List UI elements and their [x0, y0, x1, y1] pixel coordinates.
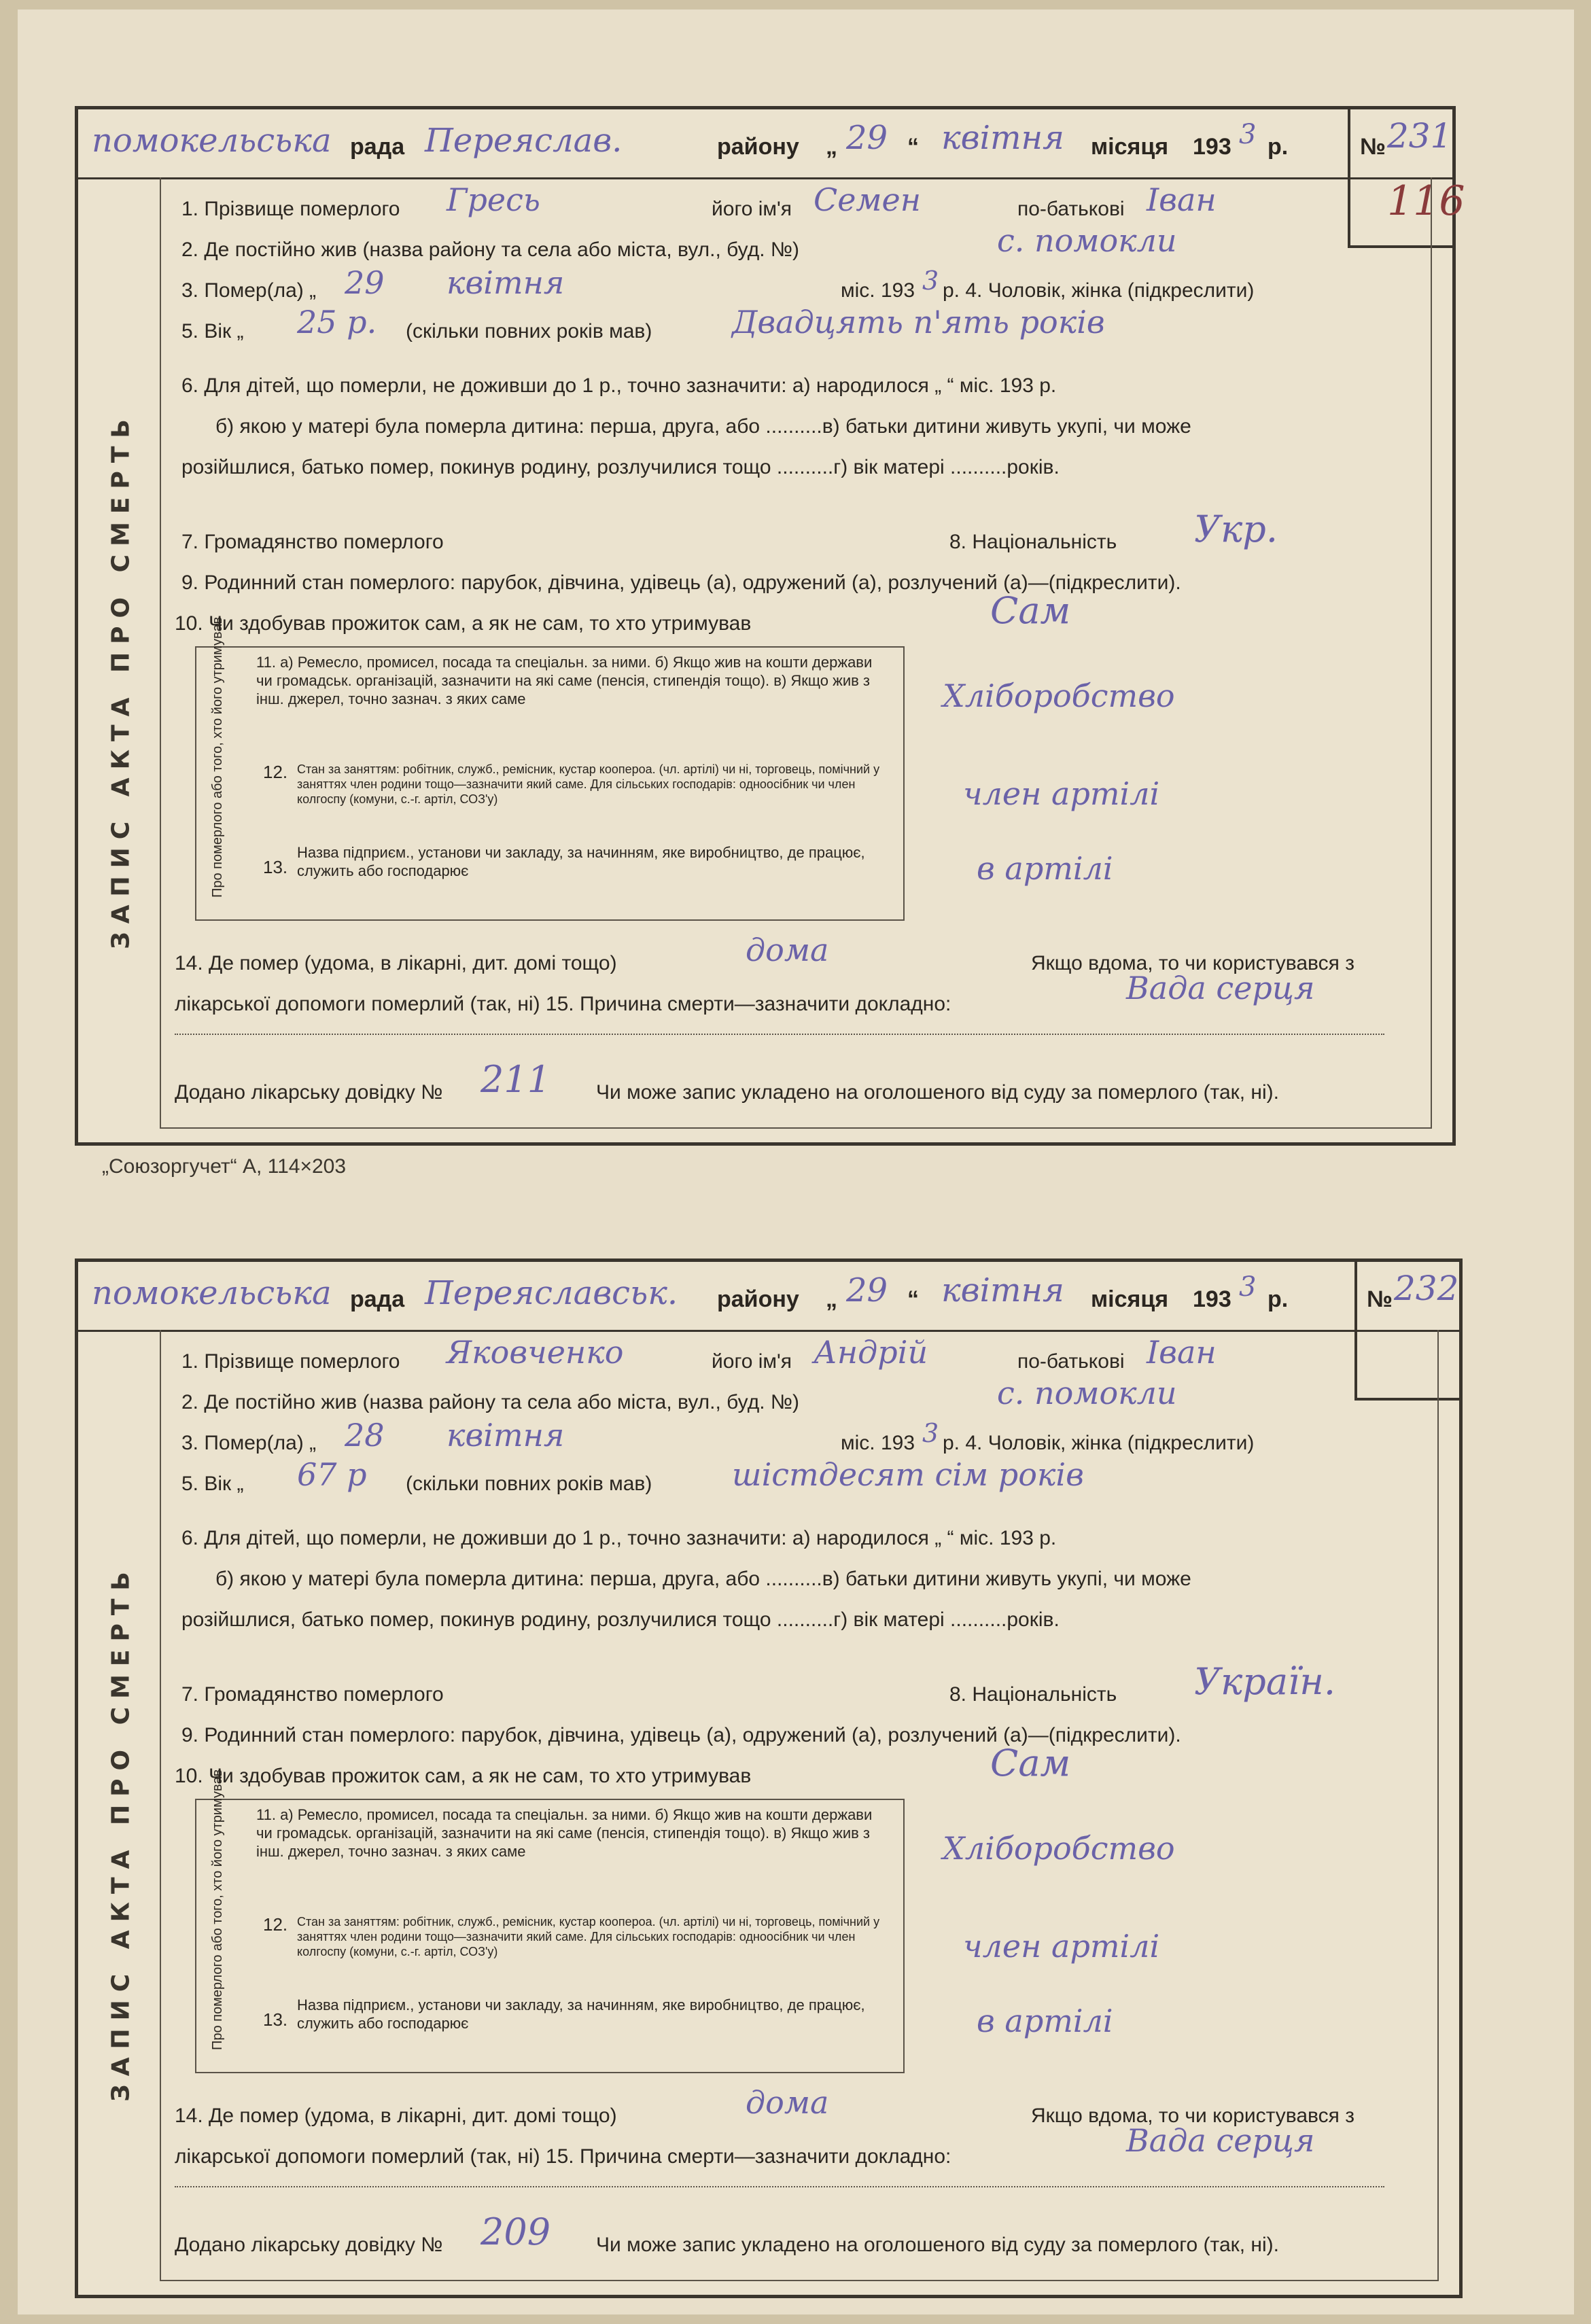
medical-help-label: Якщо вдома, то чи користувався з	[1031, 952, 1354, 974]
income-handwritten: Сам	[990, 1742, 1071, 1784]
blank-line	[175, 2186, 1384, 2187]
residence-label: 2. Де постійно жив (назва району та села або міста, вул., буд. №)	[181, 239, 800, 261]
marital-status-label: 9. Родинний стан померлого: парубок, дівчина, удівець (а), одружений (а), розлучений (а)—(підкреслити).	[181, 1724, 1181, 1746]
first-name-handwritten: Семен	[814, 181, 922, 218]
place-of-death-label: 14. Де помер (удома, в лікарні, дит. домі тощо)	[175, 952, 617, 974]
age-words-handwritten: Двадцять п'ять років	[732, 304, 1105, 340]
age-label: 5. Вік „	[181, 1473, 244, 1495]
death-record-form-1	[75, 106, 1465, 1146]
sex-label: р. 4. Чоловік, жінка (підкреслити)	[943, 279, 1255, 302]
age-words-handwritten: шістдесят сім років	[732, 1456, 1084, 1493]
first-name-handwritten: Андрій	[814, 1334, 928, 1371]
cause-of-death-label: лікарської допомоги померлий (так, ні) 15. Причина смерти—зазначити докладно:	[175, 993, 951, 1015]
death-date-label: 3. Помер(ла) „	[181, 1432, 317, 1454]
form-header: помокельська рада Переяславськ. району „ 29 “ квітня місяця 193 3 р.	[78, 1262, 1459, 1332]
workplace-text: Назва підприєм., установи чи закладу, за начинням, яке виробництво, де працює, служить або господарює	[297, 844, 865, 879]
printer-note: „Союзоргучет“ А, 114×203	[102, 1155, 347, 1178]
age-label: 5. Вік „	[181, 320, 244, 342]
month-handwritten: квітня	[941, 1271, 1064, 1309]
income-handwritten: Сам	[990, 589, 1071, 632]
blank-line	[175, 1034, 1384, 1035]
death-month-label: міс. 193	[841, 279, 915, 302]
number-label: №	[1367, 1286, 1393, 1312]
record-number-handwritten: 231	[1387, 116, 1452, 156]
district-label: району	[717, 1286, 799, 1312]
patronymic-label: по-батькові	[1017, 198, 1125, 220]
surname-label: 1. Прізвище померлого	[181, 1350, 400, 1373]
certificate-number-handwritten: 211	[480, 1058, 551, 1101]
children-line-1: 6. Для дітей, що померли, не доживши до 1 р., точно зазначити: а) народилося „ “ міс. 193 р.	[181, 374, 1057, 397]
month-label: місяця	[1091, 134, 1169, 160]
status-text: Стан за заняттям: робітник, служб., ремісник, кустар коопероа. (чл. артілі) чи ні, торговець, помічний у заняттях член родини тощо—зазначити який саме. Для сільських господарів: одноосібник чи член колгоспу (комуни, с.-г. артіл, СОЗ'у)	[297, 762, 880, 806]
income-label: 10. Чи здобував прожиток сам, а як не сам, то хто утримував	[175, 612, 752, 635]
marital-status-label: 9. Родинний стан померлого: парубок, дівчина, удівець (а), одружений (а), розлучений (а)—(підкреслити).	[181, 571, 1181, 594]
place-of-death-handwritten: дома	[746, 932, 829, 968]
surname-label: 1. Прізвище померлого	[181, 198, 400, 220]
children-line-2: б) якою у матері була померла дитина: перша, друга, або ..........в) батьки дитини живуть укупі, чи може	[215, 415, 1191, 438]
month-handwritten: квітня	[941, 119, 1064, 157]
children-line-3: розійшлися, батько помер, покинув родину, розлучилися тощо ..........г) вік матері ..........років.	[181, 1608, 1060, 1631]
court-note: Чи може запис укладено на оголошеного від суду за померлого (так, ні).	[596, 2234, 1279, 2256]
year-handwritten: 3	[1239, 1271, 1257, 1303]
age-handwritten: 25 р.	[297, 304, 377, 340]
form-body	[160, 177, 1432, 1129]
status-handwritten: член артілі	[963, 1928, 1160, 1965]
year-handwritten: 3	[1239, 119, 1257, 150]
death-month-label: міс. 193	[841, 1432, 915, 1454]
trade-handwritten: Хліборобство	[943, 677, 1175, 714]
status-number: 12.	[263, 1914, 288, 1935]
trade-text: 11. а) Ремесло, промисел, посада та спеціальн. за ними. б) Якщо жив на кошти держави чи громадськ. організацій, зазначити на які саме (пенсія, стипендія тощо). в) Якщо жив з інш. джерел, точно зазнач. з яких саме	[256, 654, 873, 707]
age-note: (скільки повних років мав)	[406, 1473, 652, 1495]
residence-handwritten: с. помокли	[997, 222, 1177, 259]
status-text: Стан за заняттям: робітник, служб., ремісник, кустар коопероа. (чл. артілі) чи ні, торговець, помічний у заняттях член родини тощо—зазначити який саме. Для сільських господарів: одноосібник чи член колгоспу (комуни, с.-г. артіл, СОЗ'у)	[297, 1915, 880, 1958]
occupation-side-label: Про померлого або того, хто його утримував	[210, 1769, 225, 2050]
children-line-2: б) якою у матері була померла дитина: перша, друга, або ..........в) батьки дитини живуть укупі, чи може	[215, 1568, 1191, 1590]
citizenship-label: 7. Громадянство померлого	[181, 1683, 444, 1706]
year-prefix: 193	[1193, 134, 1231, 160]
cause-of-death-label: лікарської допомоги померлий (так, ні) 15. Причина смерти—зазначити докладно:	[175, 2145, 951, 2168]
death-day-handwritten: 28	[345, 1417, 385, 1454]
cause-of-death-handwritten: Вада серця	[1126, 2122, 1315, 2159]
place-of-death-label: 14. Де помер (удома, в лікарні, дит. домі тощо)	[175, 2105, 617, 2127]
form-header: помокельська рада Переяслав. району „ 29 “ квітня місяця 193 3 р.	[78, 109, 1452, 179]
council-label: рада	[350, 1286, 405, 1312]
record-number-handwritten: 232	[1394, 1269, 1459, 1308]
nationality-handwritten: Укр.	[1194, 508, 1278, 550]
district-handwritten: Переяславськ.	[425, 1274, 678, 1312]
first-name-label: його ім'я	[712, 198, 792, 220]
death-date-label: 3. Помер(ла) „	[181, 279, 317, 302]
age-note: (скільки повних років мав)	[406, 320, 652, 342]
district-handwritten: Переяслав.	[425, 122, 623, 160]
side-title: ЗАПИС АКТА ПРО СМЕРТЬ	[107, 1564, 135, 2102]
certificate-label: Додано лікарську довідку №	[175, 1081, 443, 1104]
workplace-number: 13.	[263, 2009, 288, 2030]
nationality-label: 8. Національність	[949, 1683, 1117, 1706]
age-handwritten: 67 р	[297, 1456, 367, 1493]
form-body	[160, 1330, 1439, 2281]
income-label: 10. Чи здобував прожиток сам, а як не сам, то хто утримував	[175, 1765, 752, 1787]
occupation-side-label: Про померлого або того, хто його утримував	[210, 616, 225, 898]
surname-handwritten: Яковченко	[447, 1334, 624, 1371]
death-month-handwritten: квітня	[447, 264, 565, 301]
certificate-number-handwritten: 209	[480, 2211, 551, 2253]
trade-text: 11. а) Ремесло, промисел, посада та спеціальн. за ними. б) Якщо жив на кошти держави чи громадськ. організацій, зазначити на які саме (пенсія, стипендія тощо). в) Якщо жив з інш. джерел, точно зазнач. з яких саме	[256, 1806, 873, 1860]
residence-label: 2. Де постійно жив (назва району та села або міста, вул., буд. №)	[181, 1391, 800, 1413]
council-handwritten: помокельська	[92, 1274, 332, 1312]
status-handwritten: член артілі	[963, 775, 1160, 812]
death-record-form-2	[75, 1258, 1463, 2298]
medical-help-label: Якщо вдома, то чи користувався з	[1031, 2105, 1354, 2127]
death-year-handwritten: 3	[922, 266, 939, 296]
year-suffix: р.	[1267, 1286, 1289, 1312]
death-day-handwritten: 29	[345, 264, 385, 301]
workplace-handwritten: в артілі	[977, 850, 1113, 887]
district-label: району	[717, 134, 799, 160]
certificate-label: Додано лікарську довідку №	[175, 2234, 443, 2256]
record-number-red-handwritten: 116	[1387, 177, 1465, 225]
cause-of-death-handwritten: Вада серця	[1126, 970, 1315, 1006]
patronymic-handwritten: Іван	[1147, 1334, 1217, 1371]
death-year-handwritten: 3	[922, 1418, 939, 1448]
children-line-3: розійшлися, батько помер, покинув родину, розлучилися тощо ..........г) вік матері ..........років.	[181, 456, 1060, 478]
patronymic-label: по-батькові	[1017, 1350, 1125, 1373]
sex-label: р. 4. Чоловік, жінка (підкреслити)	[943, 1432, 1255, 1454]
first-name-label: його ім'я	[712, 1350, 792, 1373]
death-month-handwritten: квітня	[447, 1417, 565, 1454]
council-handwritten: помокельська	[92, 122, 332, 160]
year-prefix: 193	[1193, 1286, 1231, 1312]
surname-handwritten: Гресь	[447, 181, 540, 218]
court-note: Чи може запис укладено на оголошеного від суду за померлого (так, ні).	[596, 1081, 1279, 1104]
citizenship-label: 7. Громадянство померлого	[181, 531, 444, 553]
workplace-handwritten: в артілі	[977, 2003, 1113, 2039]
trade-handwritten: Хліборобство	[943, 1830, 1175, 1867]
side-title: ЗАПИС АКТА ПРО СМЕРТЬ	[107, 411, 135, 949]
council-label: рада	[350, 134, 405, 160]
nationality-label: 8. Національність	[949, 531, 1117, 553]
children-line-1: 6. Для дітей, що померли, не доживши до 1 р., точно зазначити: а) народилося „ “ міс. 193 р.	[181, 1527, 1057, 1549]
residence-handwritten: с. помокли	[997, 1375, 1177, 1411]
status-number: 12.	[263, 762, 288, 782]
day-handwritten: 29	[846, 1271, 888, 1309]
month-label: місяця	[1091, 1286, 1169, 1312]
workplace-text: Назва підприєм., установи чи закладу, за начинням, яке виробництво, де працює, служить або господарює	[297, 1996, 865, 2032]
place-of-death-handwritten: дома	[746, 2084, 829, 2121]
nationality-handwritten: Україн.	[1194, 1660, 1336, 1703]
year-suffix: р.	[1267, 134, 1289, 160]
patronymic-handwritten: Іван	[1147, 181, 1217, 218]
day-handwritten: 29	[846, 119, 888, 157]
number-label: №	[1360, 134, 1386, 160]
workplace-number: 13.	[263, 857, 288, 877]
